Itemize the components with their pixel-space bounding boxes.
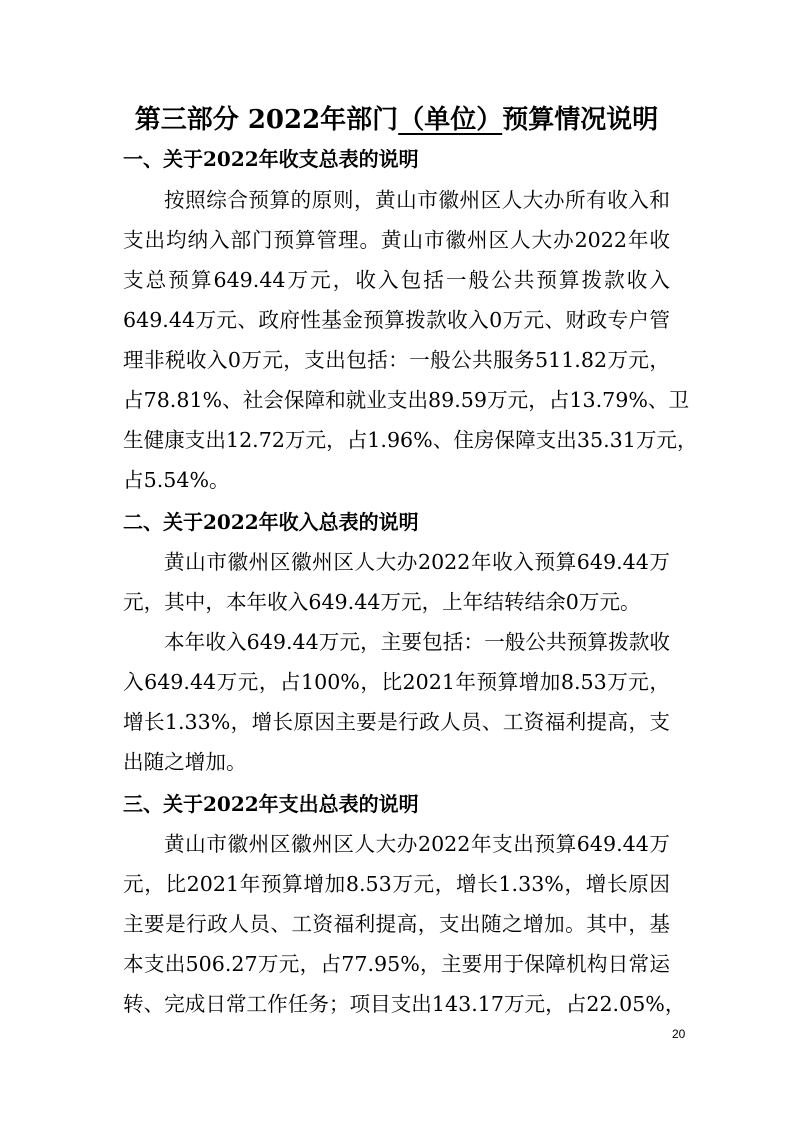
text-line: 占78.81%、社会保障和就业支出89.59万元，占13.79%、卫 [123,388,690,412]
text-line: 增长1.33%，增长原因主要是行政人员、工资福利提高，支 [123,710,670,734]
section-heading-2: 二、关于2022年收入总表的说明 [123,510,419,534]
text-line: 649.44万元、政府性基金预算拨款收入0万元、财政专户管 [123,308,670,332]
page-title [0,100,793,140]
text-line: 理非税收入0万元，支出包括：一般公共服务511.82万元， [123,348,670,372]
title-underlined: （单位） [398,105,503,135]
text-line: 入649.44万元，占100%，比2021年预算增加8.53万元， [123,670,670,694]
text-line: 黄山市徽州区徽州区人大办2022年支出预算649.44万 [164,832,670,856]
text-line: 本年收入649.44万元，主要包括：一般公共预算拨款收 [164,630,670,654]
section-heading-3: 三、关于2022年支出总表的说明 [123,792,419,816]
title-prefix: 第三部分 2022年部门 [134,105,399,135]
page-number: 20 [672,1027,686,1041]
text-line: 支总预算649.44万元，收入包括一般公共预算拨款收入 [123,268,670,292]
section-heading-1: 一、关于2022年收支总表的说明 [123,147,419,171]
text-line: 支出均纳入部门预算管理。黄山市徽州区人大办2022年收 [123,228,670,252]
text-line: 本支出506.27万元，占77.95%，主要用于保障机构日常运 [123,952,670,976]
text-line: 按照综合预算的原则，黄山市徽州区人大办所有收入和 [164,188,670,212]
text-line: 主要是行政人员、工资福利提高，支出随之增加。其中，基 [123,912,670,936]
title-suffix: 预算情况说明 [502,105,659,135]
text-line: 元，其中，本年收入649.44万元，上年结转结余0万元。 [123,590,641,614]
text-line: 生健康支出12.72万元，占1.96%、住房保障支出35.31万元， [123,428,698,452]
text-line: 占5.54%。 [123,468,230,492]
text-line: 转、完成日常工作任务；项目支出143.17万元，占22.05%， [123,992,686,1016]
text-line: 出随之增加。 [123,750,247,774]
text-line: 黄山市徽州区徽州区人大办2022年收入预算649.44万 [164,550,670,574]
text-line: 元，比2021年预算增加8.53万元，增长1.33%，增长原因 [123,872,670,896]
